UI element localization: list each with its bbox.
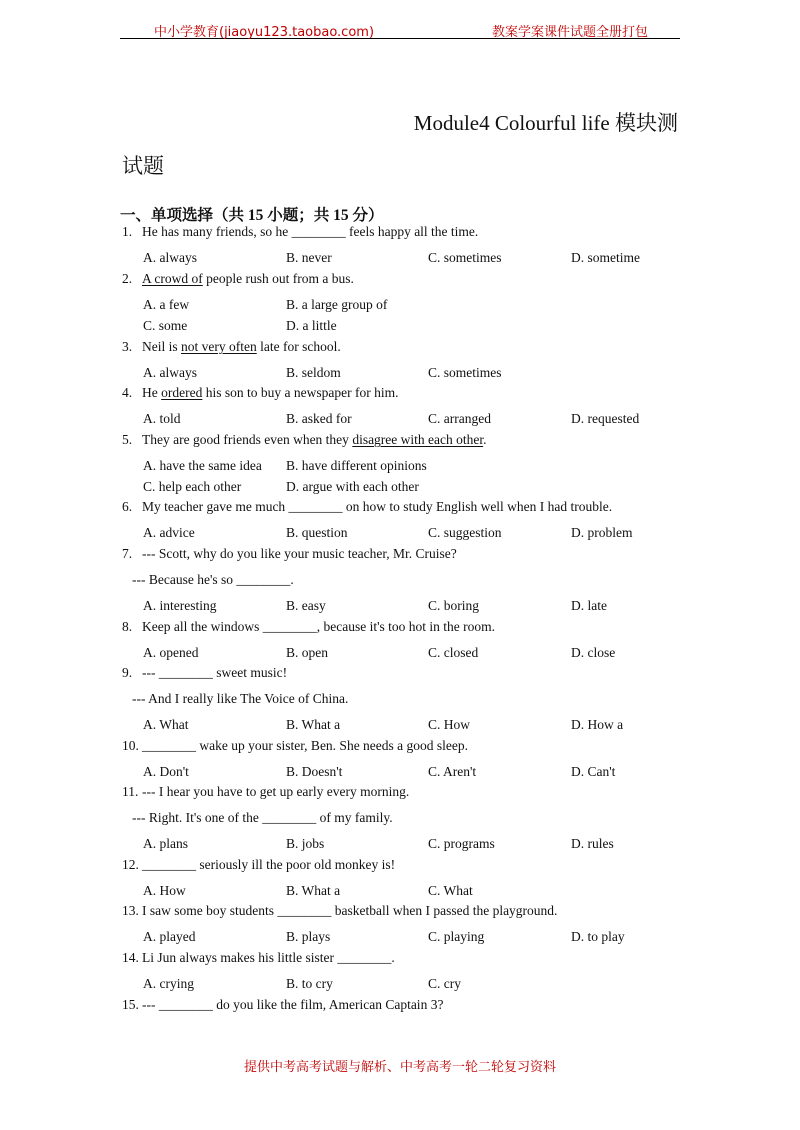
answer-option: D. requested <box>571 411 640 426</box>
answer-option: A. always <box>143 250 197 265</box>
question-number: 15. <box>122 997 139 1012</box>
question-text: He <box>142 385 162 400</box>
answer-option: A. advice <box>143 525 195 540</box>
question-reply-line: --- And I really like The Voice of China. <box>132 691 349 706</box>
answer-option: C. cry <box>428 976 461 991</box>
question-text: They are good friends even when they <box>142 432 353 447</box>
question-text: Neil is <box>142 339 181 354</box>
question-underlined-text: not very often <box>181 339 257 354</box>
answer-option: B. easy <box>286 598 326 613</box>
answer-option: A. plans <box>143 836 188 851</box>
question-text: He has many friends, so he ________ feels happy all the time. <box>142 224 479 239</box>
answer-option: B. seldom <box>286 365 341 380</box>
question-text-tail: . <box>483 432 487 447</box>
answer-option: A. Don't <box>143 764 189 779</box>
question-text-tail: people rush out from a bus. <box>202 271 354 286</box>
answer-option: A. opened <box>143 645 199 660</box>
answer-option: B. plays <box>286 929 331 944</box>
answer-option: D. late <box>571 598 607 613</box>
header-left-text: 中小学教育(jiaoyu123.taobao.com) <box>154 25 375 40</box>
answer-option: A. played <box>143 929 196 944</box>
question-text: --- Scott, why do you like your music teacher, Mr. Cruise? <box>142 546 457 561</box>
answer-option: C. sometimes <box>428 250 502 265</box>
question-underlined-text: ordered <box>161 385 203 400</box>
question-stem <box>122 903 557 919</box>
answer-option: D. Can't <box>571 764 616 779</box>
answer-option: B. a large group of <box>286 297 388 312</box>
answer-option: A. interesting <box>143 598 217 613</box>
question-stem <box>122 385 398 401</box>
question-text: ________ wake up your sister, Ben. She needs a good sleep. <box>142 738 469 753</box>
answer-option: A. told <box>143 411 181 426</box>
question-number: 10. <box>122 738 139 753</box>
question-reply-line: --- Right. It's one of the ________ of my family. <box>132 810 393 825</box>
answer-option: A. What <box>143 717 189 732</box>
question-text: Keep all the windows ________, because it's too hot in the room. <box>142 619 495 634</box>
question-text: I saw some boy students ________ basketball when I passed the playground. <box>142 903 558 918</box>
header-right-text: 教案学案课件试题全册打包 <box>491 25 648 40</box>
question-stem <box>122 339 341 355</box>
question-underlined-text: A crowd of <box>142 271 203 286</box>
answer-option: C. boring <box>428 598 480 613</box>
answer-option: A. How <box>143 883 186 898</box>
answer-option: D. sometime <box>571 250 640 265</box>
answer-option: C. closed <box>428 645 479 660</box>
answer-option: D. argue with each other <box>286 479 419 494</box>
answer-option: B. jobs <box>286 836 325 851</box>
answer-option: C. some <box>143 318 188 333</box>
page-header <box>120 18 680 39</box>
question-stem <box>122 271 354 287</box>
question-stem <box>122 997 443 1013</box>
page-title-line1: Module4 Colourful life 模块测 <box>413 111 678 135</box>
question-stem <box>122 665 287 681</box>
question-text: My teacher gave me much ________ on how to study English well when I had trouble. <box>142 499 613 514</box>
answer-option: C. sometimes <box>428 365 502 380</box>
question-number: 14. <box>122 950 139 965</box>
section-heading: 一、单项选择（共 15 小题；共 15 分） <box>120 207 384 224</box>
answer-option: C. What <box>428 883 473 898</box>
question-number: 11. <box>122 784 139 799</box>
question-number: 6. <box>122 499 133 514</box>
question-stem <box>122 857 395 873</box>
question-number: 3. <box>122 339 133 354</box>
question-text: --- I hear you have to get up early every morning. <box>142 784 410 799</box>
answer-option: B. have different opinions <box>286 458 427 473</box>
question-number: 8. <box>122 619 133 634</box>
answer-option: C. programs <box>428 836 495 851</box>
question-number: 13. <box>122 903 139 918</box>
question-number: 1. <box>122 224 133 239</box>
question-stem <box>122 784 409 800</box>
question-number: 7. <box>122 546 133 561</box>
question-number: 2. <box>122 271 133 286</box>
question-stem <box>122 950 395 966</box>
answer-option: B. Doesn't <box>286 764 343 779</box>
answer-option: D. a little <box>286 318 337 333</box>
answer-option: D. to play <box>571 929 625 944</box>
answer-option: B. to cry <box>286 976 333 991</box>
question-text: --- ________ sweet music! <box>142 665 288 680</box>
answer-option: B. never <box>286 250 332 265</box>
answer-option: D. problem <box>571 525 633 540</box>
answer-option: A. crying <box>143 976 194 991</box>
answer-option: C. help each other <box>143 479 242 494</box>
question-number: 4. <box>122 385 133 400</box>
question-number: 5. <box>122 432 133 447</box>
question-number: 12. <box>122 857 139 872</box>
page-title-line2: 试题 <box>122 154 164 178</box>
answer-option: C. suggestion <box>428 525 502 540</box>
question-underlined-text: disagree with each other <box>352 432 484 447</box>
question-text-tail: his son to buy a newspaper for him. <box>202 385 399 400</box>
question-stem <box>122 738 468 754</box>
question-text: Li Jun always makes his little sister ________. <box>142 950 395 965</box>
answer-option: B. asked for <box>286 411 352 426</box>
question-reply-line: --- Because he's so ________. <box>132 572 294 587</box>
question-stem <box>122 619 495 635</box>
answer-option: D. How a <box>571 717 624 732</box>
answer-option: C. playing <box>428 929 485 944</box>
answer-option: B. What a <box>286 717 341 732</box>
question-text: --- ________ do you like the film, American Captain 3? <box>142 997 444 1012</box>
answer-option: D. close <box>571 645 616 660</box>
page-footer: 提供中考高考试题与解析、中考高考一轮二轮复习资料 <box>243 1060 556 1075</box>
answer-option: A. have the same idea <box>143 458 262 473</box>
answer-option: B. What a <box>286 883 341 898</box>
question-number: 9. <box>122 665 133 680</box>
answer-option: C. Aren't <box>428 764 477 779</box>
question-stem <box>122 546 457 562</box>
question-stem <box>122 224 478 240</box>
answer-option: B. open <box>286 645 328 660</box>
question-stem <box>122 432 487 448</box>
question-stem <box>122 499 612 515</box>
answer-option: B. question <box>286 525 348 540</box>
question-text: ________ seriously ill the poor old monkey is! <box>142 857 396 872</box>
answer-option: C. arranged <box>428 411 491 426</box>
answer-option: D. rules <box>571 836 614 851</box>
answer-option: A. a few <box>143 297 190 312</box>
question-text-tail: late for school. <box>256 339 341 354</box>
answer-option: C. How <box>428 717 471 732</box>
answer-option: A. always <box>143 365 197 380</box>
